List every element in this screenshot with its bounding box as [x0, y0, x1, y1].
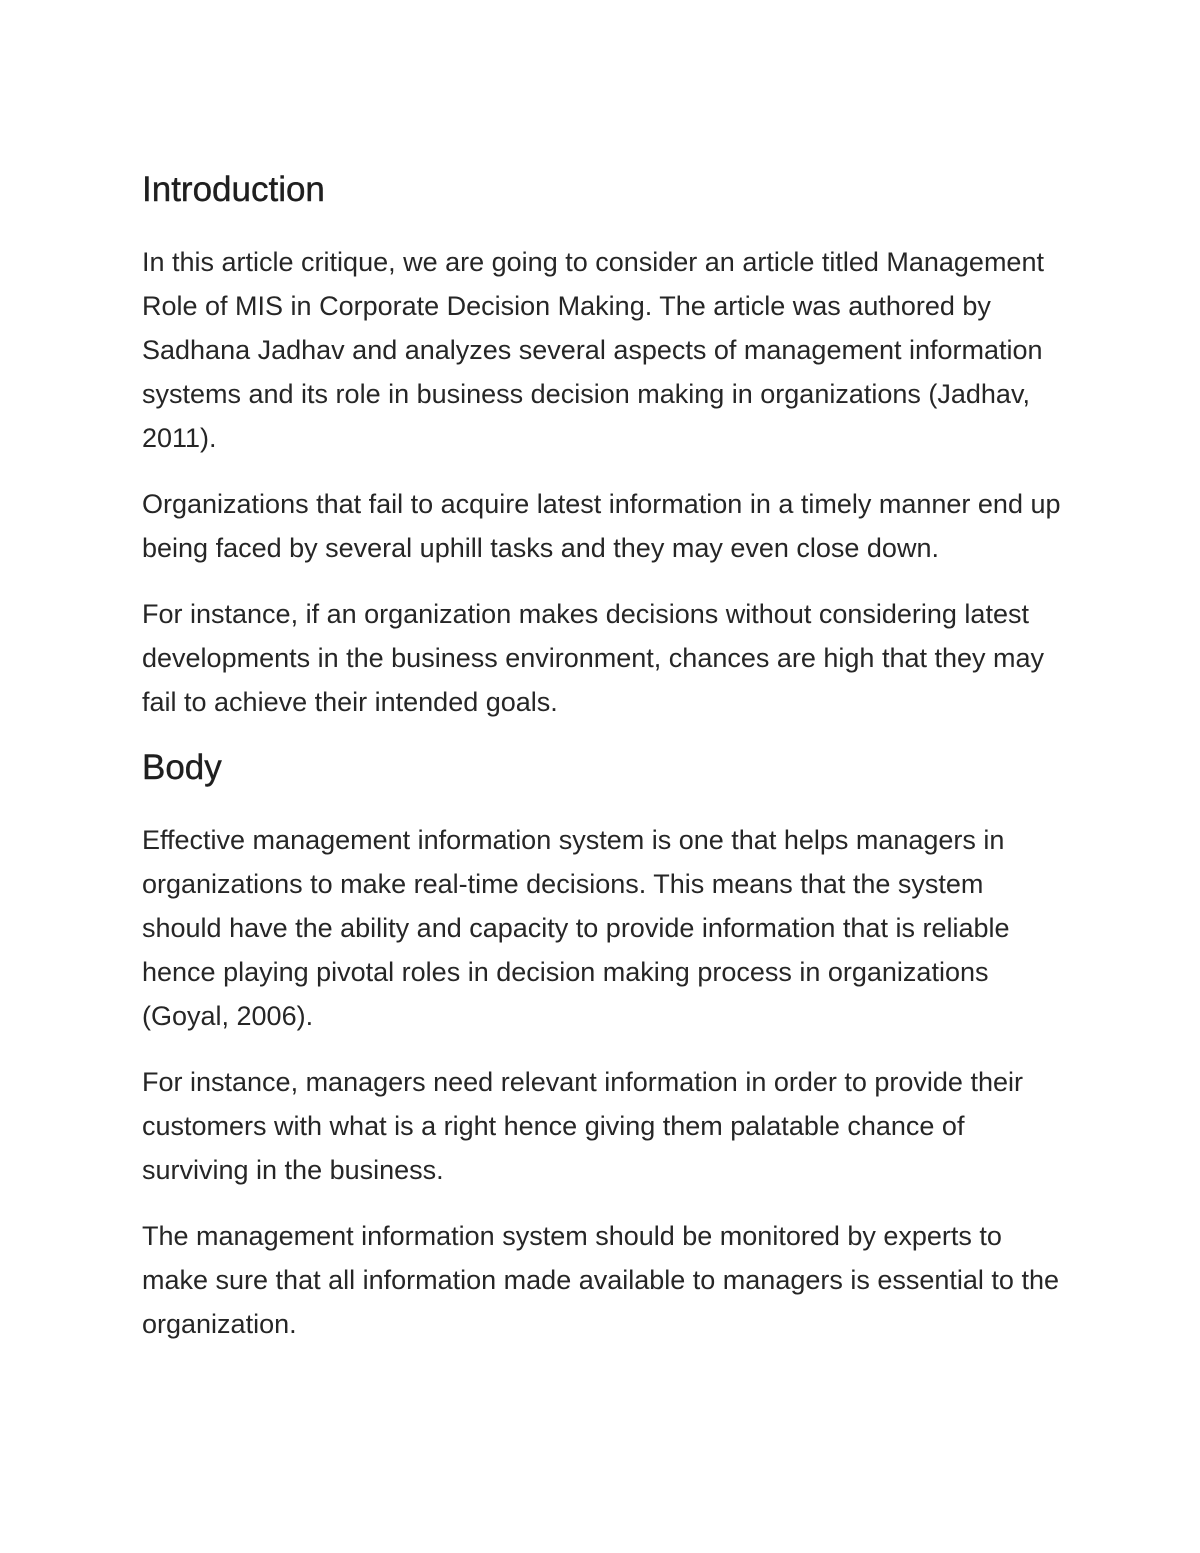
intro-paragraph-3: For instance, if an organization makes decisions without considering latest developments in the business environment, chances are high that they may fail to achieve their intended goals. [142, 599, 1045, 717]
heading-introduction: Introduction [142, 170, 325, 209]
intro-paragraph-2: Organizations that fail to acquire latest information in a timely manner end up being faced by several uphill tasks and they may even close down. [142, 489, 1061, 563]
body-paragraph-1: Effective management information system is one that helps managers in organizations to make real-time decisions. This means that the system should have the ability and capacity to provide information that is reliable hence playing pivotal roles in decision making process in organizations (Goyal, 2006). [142, 825, 1010, 1031]
heading-body: Body [142, 748, 222, 787]
intro-paragraph-1: In this article critique, we are going to consider an article titled Management Role of MIS in Corporate Decision Making. The article was authored by Sadhana Jadhav and analyzes several aspects of management information systems and its role in business decision making in organizations (Jadhav, 2011). [142, 247, 1044, 453]
document-content [142, 168, 1067, 1368]
body-paragraph-3: The management information system should be monitored by experts to make sure that all information made available to managers is essential to the organization. [142, 1221, 1059, 1339]
body-paragraph-2: For instance, managers need relevant information in order to provide their customers with what is a right hence giving them palatable chance of surviving in the business. [142, 1067, 1023, 1185]
